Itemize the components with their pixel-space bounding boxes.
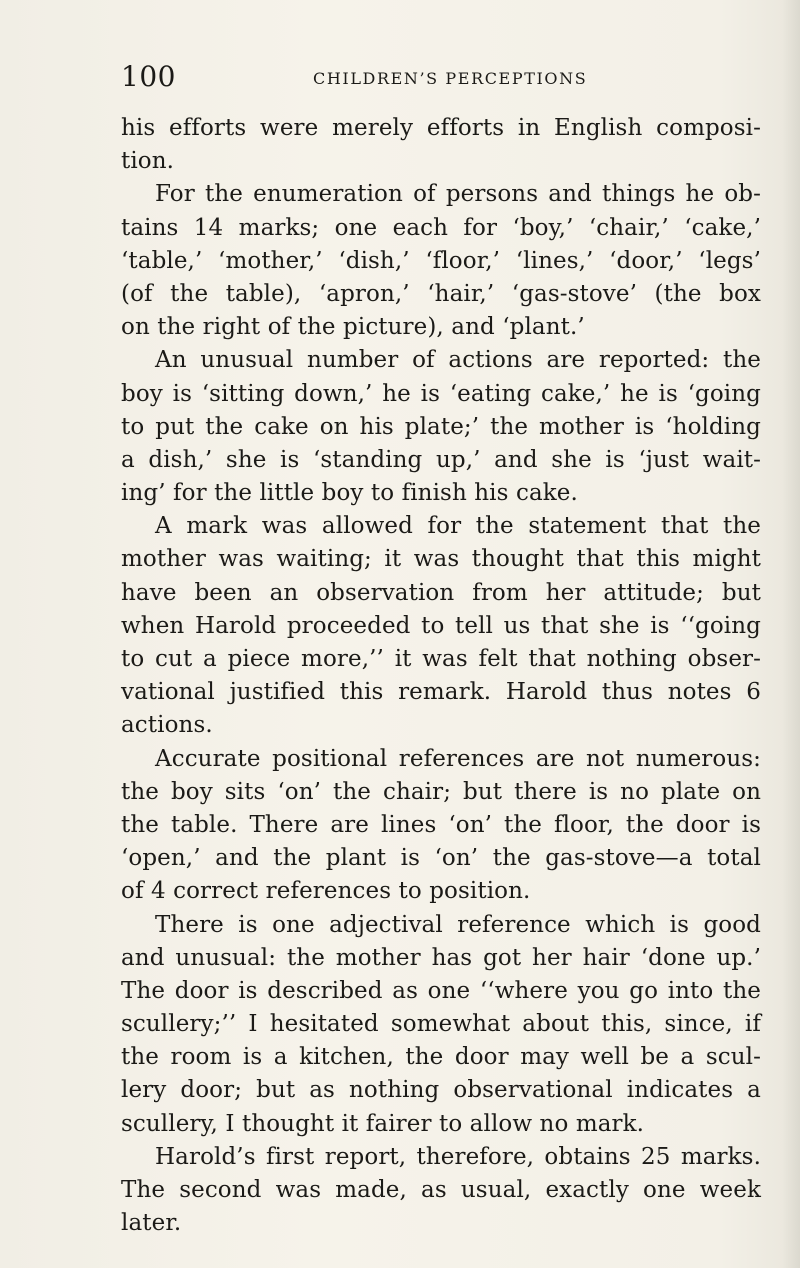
text-line: ‘open,’ and the plant is ‘on’ the gas-stove—a total xyxy=(121,845,761,872)
text-line: ‘table,’ ‘mother,’ ‘dish,’ ‘floor,’ ‘lines,’ ‘door,’ ‘legs’ xyxy=(121,247,761,274)
text-line: to put the cake on his plate;’ the mother is ‘holding xyxy=(121,413,761,440)
text-line: Harold’s first report, therefore, obtains 25 marks. xyxy=(155,1143,761,1170)
text-line: a dish,’ she is ‘standing up,’ and she is ‘just wait- xyxy=(121,446,761,473)
text-line: vational justified this remark. Harold thus notes 6 xyxy=(121,679,761,706)
page-number: 100 xyxy=(121,60,176,93)
text-line: actions. xyxy=(121,712,213,739)
text-line: to cut a piece more,’’ it was felt that nothing obser- xyxy=(121,646,761,672)
text-line: For the enumeration of persons and things he ob- xyxy=(155,181,761,208)
text-line: There is one adjectival reference which is good xyxy=(155,911,761,938)
text-line: scullery, I thought it fairer to allow no mark. xyxy=(121,1110,645,1137)
text-line: Accurate positional references are not numerous: xyxy=(155,745,761,772)
text-line: have been an observation from her attitude; but xyxy=(121,579,761,606)
text-line: his efforts were merely efforts in English composi- xyxy=(121,115,761,141)
text-line: of 4 correct references to position. xyxy=(121,878,531,905)
text-line: boy is ‘sitting down,’ he is ‘eating cake,’ he is ‘going xyxy=(121,380,761,407)
text-line: tains 14 marks; one each for ‘boy,’ ‘chair,’ ‘cake,’ xyxy=(121,214,761,241)
text-line: An unusual number of actions are reported: the xyxy=(155,347,761,374)
text-line: the table. There are lines ‘on’ the floor, the door is xyxy=(121,811,761,838)
text-line: tion. xyxy=(121,148,175,175)
text-line: (of the table), ‘apron,’ ‘hair,’ ‘gas-stove’ (the box xyxy=(121,280,761,307)
page-edge-shadow xyxy=(782,0,800,1268)
body-text xyxy=(121,112,761,1240)
text-line: ing’ for the little boy to finish his cake. xyxy=(121,480,578,507)
running-head: CHILDREN’S PERCEPTIONS xyxy=(313,69,588,88)
text-line: mother was waiting; it was thought that this might xyxy=(121,546,761,573)
text-line: The second was made, as usual, exactly one week xyxy=(121,1177,761,1203)
text-line: lery door; but as nothing observational indicates a xyxy=(121,1077,761,1104)
text-line: the boy sits ‘on’ the chair; but there is no plate on xyxy=(121,778,761,805)
page-header xyxy=(121,60,701,100)
text-line: the room is a kitchen, the door may well be a scul- xyxy=(121,1044,761,1071)
text-line: The door is described as one ‘‘where you go into the xyxy=(121,977,761,1004)
text-line: scullery;’’ I hesitated somewhat about this, since, if xyxy=(121,1011,761,1038)
text-line: A mark was allowed for the statement that the xyxy=(155,513,761,540)
text-line: and unusual: the mother has got her hair ‘done up.’ xyxy=(121,944,761,971)
text-line: when Harold proceeded to tell us that she is ‘‘going xyxy=(121,612,761,639)
text-line: later. xyxy=(121,1210,182,1237)
text-line: on the right of the picture), and ‘plant.’ xyxy=(121,314,585,341)
